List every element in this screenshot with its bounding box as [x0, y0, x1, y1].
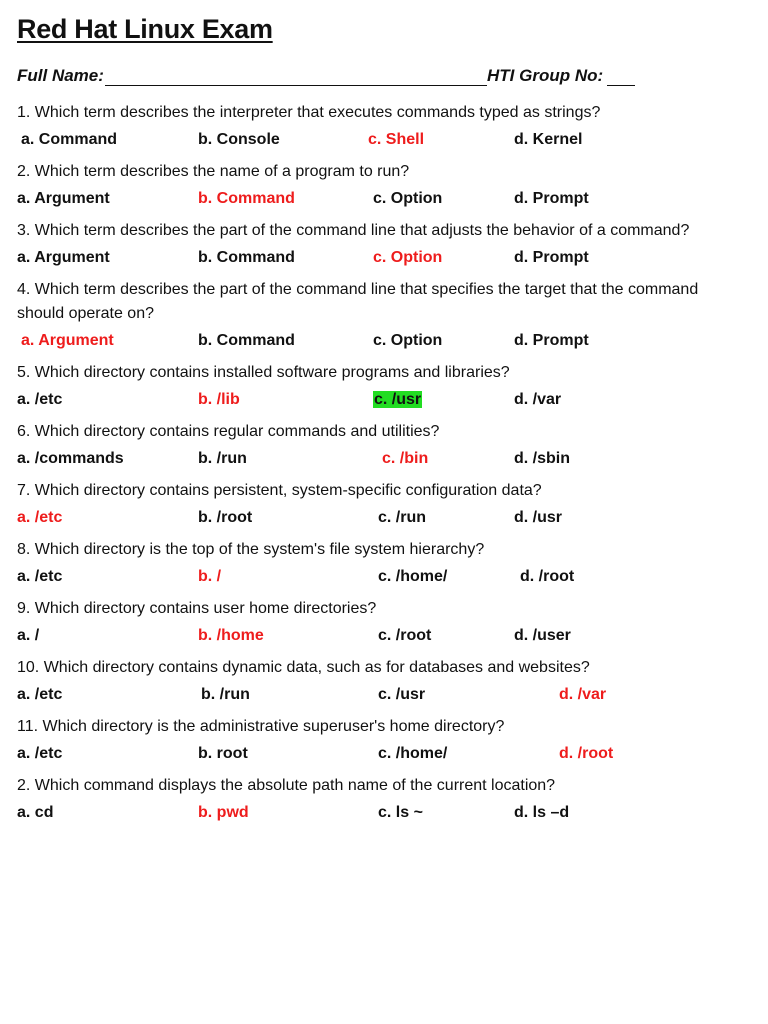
option-label: d. Prompt — [514, 190, 589, 207]
full-name-label: Full Name: — [17, 66, 104, 85]
option-d[interactable] — [520, 568, 574, 586]
option-label: a. /etc — [17, 391, 63, 408]
question-text: 8. Which directory is the top of the system's file system hierarchy? — [17, 541, 485, 558]
option-label: c. /home/ — [378, 568, 448, 585]
option-label: b. /run — [201, 686, 250, 703]
option-label: c. Shell — [368, 131, 425, 148]
option-label: a. Command — [21, 131, 118, 148]
question-text: 5. Which directory contains installed software programs and libraries? — [17, 364, 510, 381]
option-c[interactable] — [373, 249, 442, 267]
question-text: 6. Which directory contains regular commands and utilities? — [17, 423, 440, 440]
option-a[interactable] — [17, 745, 62, 763]
options-row — [17, 385, 747, 419]
option-label: a. /etc — [17, 686, 63, 703]
option-b[interactable] — [198, 131, 280, 149]
option-label: c. /bin — [382, 450, 429, 467]
option-label: b. pwd — [198, 804, 249, 821]
option-label: d. /var — [559, 686, 607, 703]
option-b[interactable] — [198, 450, 247, 468]
options-row — [17, 326, 747, 360]
option-b[interactable] — [198, 509, 252, 527]
option-label: c. /usr — [378, 686, 426, 703]
option-label: b. Command — [198, 332, 295, 349]
option-label: a. / — [17, 627, 40, 644]
option-label: c. ls ~ — [378, 804, 423, 821]
option-label: c. /root — [378, 627, 432, 644]
option-label: b. /run — [198, 450, 247, 467]
option-b[interactable] — [198, 568, 221, 586]
option-label: d. Prompt — [514, 332, 589, 349]
options-row — [17, 680, 747, 714]
option-label: a. Argument — [21, 332, 114, 349]
options-row — [17, 444, 747, 478]
page-title: Red Hat Linux Exam — [17, 14, 273, 44]
option-label: c. /usr — [374, 391, 422, 408]
options-row — [17, 739, 747, 773]
option-d[interactable] — [514, 131, 582, 149]
option-b[interactable] — [198, 391, 240, 409]
option-label: c. Option — [373, 249, 443, 266]
options-row — [17, 243, 747, 277]
question-block — [17, 714, 747, 773]
option-d[interactable] — [514, 391, 561, 409]
option-c[interactable] — [378, 509, 426, 527]
option-a[interactable] — [17, 627, 39, 645]
option-label: c. /home/ — [378, 745, 448, 762]
option-c[interactable] — [378, 745, 447, 763]
option-label: b. /home — [198, 627, 264, 644]
option-d[interactable] — [514, 450, 570, 468]
option-b[interactable] — [201, 686, 250, 704]
option-label: b. /lib — [198, 391, 240, 408]
options-row — [17, 184, 747, 218]
question-text: 3. Which term describes the part of the command line that adjusts the behavior of a command? — [17, 222, 690, 239]
option-d[interactable] — [559, 686, 606, 704]
option-b[interactable] — [198, 804, 249, 822]
option-b[interactable] — [198, 190, 295, 208]
option-label: d. Prompt — [514, 249, 589, 266]
question-text: 10. Which directory contains dynamic data, such as for databases and websites? — [17, 659, 590, 676]
option-c[interactable] — [373, 332, 442, 350]
option-c[interactable] — [368, 131, 424, 149]
question-text: 11. Which directory is the administrative superuser's home directory? — [17, 718, 505, 735]
option-c[interactable] — [382, 450, 428, 468]
option-b[interactable] — [198, 745, 248, 763]
option-a[interactable] — [17, 804, 53, 822]
option-b[interactable] — [198, 249, 295, 267]
question-block — [17, 419, 747, 478]
option-c[interactable] — [378, 686, 425, 704]
option-label: d. /root — [559, 745, 614, 762]
option-c[interactable] — [373, 391, 422, 409]
option-label: a. /commands — [17, 450, 124, 467]
question-block — [17, 655, 747, 714]
option-a[interactable] — [17, 450, 124, 468]
option-b[interactable] — [198, 332, 295, 350]
question-text: 7. Which directory contains persistent, system-specific configuration data? — [17, 482, 542, 499]
header-row — [17, 66, 637, 88]
option-c[interactable] — [378, 627, 431, 645]
options-row — [17, 125, 747, 159]
option-d[interactable] — [514, 249, 589, 267]
group-number-label: HTI Group No: — [487, 66, 604, 85]
option-a[interactable] — [21, 131, 117, 149]
option-label: b. Console — [198, 131, 280, 148]
option-label: d. /usr — [514, 509, 563, 526]
question-text: 2. Which command displays the absolute path name of the current location? — [17, 777, 556, 794]
option-label: d. Kernel — [514, 131, 583, 148]
option-label: a. /etc — [17, 745, 63, 762]
option-label: c. Option — [373, 332, 443, 349]
option-c[interactable] — [378, 568, 447, 586]
question-block — [17, 360, 747, 419]
question-block — [17, 100, 747, 159]
option-c[interactable] — [378, 804, 423, 822]
question-block — [17, 596, 747, 655]
option-label: a. /etc — [17, 568, 63, 585]
option-d[interactable] — [514, 332, 589, 350]
option-d[interactable] — [514, 804, 569, 822]
question-block — [17, 773, 747, 832]
question-text: 4. Which term describes the part of the command line that specifies the target that the command should operate on? — [17, 281, 699, 322]
question-text: 9. Which directory contains user home directories? — [17, 600, 377, 617]
option-d[interactable] — [559, 745, 613, 763]
question-block — [17, 537, 747, 596]
option-b[interactable] — [198, 627, 264, 645]
options-row — [17, 503, 747, 537]
option-label: d. /var — [514, 391, 562, 408]
option-a[interactable] — [17, 249, 110, 267]
option-a[interactable] — [17, 509, 62, 527]
option-d[interactable] — [514, 190, 589, 208]
option-label: b. Command — [198, 190, 295, 207]
group-number-field[interactable] — [607, 85, 635, 86]
option-d[interactable] — [514, 627, 571, 645]
option-c[interactable] — [373, 190, 442, 208]
option-label: d. /user — [514, 627, 571, 644]
option-d[interactable] — [514, 509, 562, 527]
option-label: a. Argument — [17, 249, 110, 266]
full-name-field[interactable] — [105, 85, 487, 86]
option-a[interactable] — [21, 332, 114, 350]
option-label: a. /etc — [17, 509, 63, 526]
question-block — [17, 478, 747, 537]
option-label: c. /run — [378, 509, 427, 526]
option-label: c. Option — [373, 190, 443, 207]
option-a[interactable] — [17, 568, 62, 586]
question-block — [17, 218, 747, 277]
option-label: a. Argument — [17, 190, 110, 207]
option-label: b. root — [198, 745, 248, 762]
question-block — [17, 159, 747, 218]
question-list — [17, 100, 747, 832]
options-row — [17, 621, 747, 655]
question-block — [17, 277, 747, 360]
option-a[interactable] — [17, 686, 62, 704]
option-label: d. ls –d — [514, 804, 570, 821]
option-a[interactable] — [17, 190, 110, 208]
options-row — [17, 562, 747, 596]
option-label: d. /sbin — [514, 450, 570, 467]
question-text: 1. Which term describes the interpreter that executes commands typed as strings? — [17, 104, 601, 121]
option-label: a. cd — [17, 804, 54, 821]
option-label: b. / — [198, 568, 222, 585]
option-label: d. /root — [520, 568, 575, 585]
option-label: b. /root — [198, 509, 253, 526]
option-a[interactable] — [17, 391, 62, 409]
option-label: b. Command — [198, 249, 295, 266]
question-text: 2. Which term describes the name of a program to run? — [17, 163, 410, 180]
options-row — [17, 798, 747, 832]
